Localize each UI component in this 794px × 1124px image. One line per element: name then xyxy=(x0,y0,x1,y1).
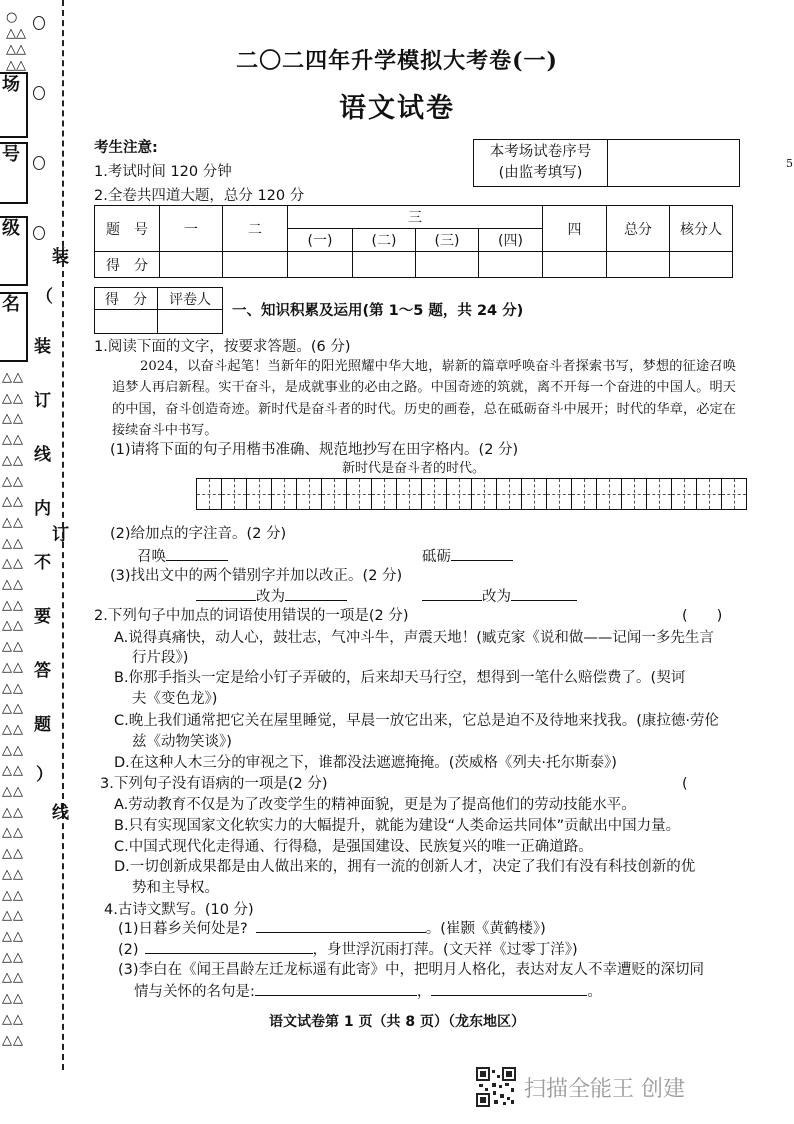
exam-main-title: 二〇二四年升学模拟大考卷(一) xyxy=(236,48,558,74)
q2-option-b-cont: 夫《变色龙》) xyxy=(132,691,218,707)
q2-option-b[interactable]: B.你那手指头一定是给小钉子弄破的，后来却天马行空，想得到一笔什么赔偿费了。(契诃 xyxy=(114,670,686,686)
grader-name-label: 评卷人 xyxy=(158,288,223,310)
pinyin-blank-b[interactable] xyxy=(451,546,513,561)
tianzi-cell[interactable] xyxy=(447,478,472,510)
q2-option-a[interactable]: A.说得真痛快，动人心，鼓壮志，气冲斗牛，声震天地！(臧克家《说和做——记闻一多先生言 xyxy=(114,630,714,646)
tianzi-cell[interactable] xyxy=(547,478,572,510)
tianzi-cell[interactable] xyxy=(322,478,347,510)
q1-copy-sentence: 新时代是奋斗者的时代。 xyxy=(342,461,486,476)
q1-correction-1: 改为 xyxy=(196,586,347,607)
tianzi-cell[interactable] xyxy=(372,478,397,510)
seat-number-field[interactable] xyxy=(608,140,739,186)
tianzige-grid[interactable] xyxy=(196,478,747,510)
tianzi-cell[interactable] xyxy=(722,478,747,510)
col-2: 二 xyxy=(223,206,288,252)
exam-subtitle: 语文试卷 xyxy=(339,93,455,124)
q3-option-d-cont: 势和主导权。 xyxy=(132,880,219,896)
col-3-sub: (四) xyxy=(479,229,543,252)
tianzi-cell[interactable] xyxy=(622,478,647,510)
qr-code-icon xyxy=(476,1067,516,1107)
q2-option-a-cont: 行片段》) xyxy=(132,650,189,666)
seat-number-label: 本考场试卷序号 (由监考填写) xyxy=(474,140,608,186)
q4-item-3: (3)李白在《闻王昌龄左迁龙标遥有此寄》中，把明月人格化，表达对友人不幸遭贬的深切同 xyxy=(118,962,705,978)
q3-option-d[interactable]: D.一切创新成果都是由人做出来的，拥有一流的创新人才，决定了我们有没有科技创新的优 xyxy=(114,859,696,875)
correct-char-blank[interactable] xyxy=(511,586,577,601)
binding-char: （ xyxy=(36,287,53,307)
wrong-char-blank[interactable] xyxy=(422,586,482,601)
score-cell[interactable] xyxy=(160,252,223,278)
tianzi-cell[interactable] xyxy=(247,478,272,510)
tianzi-cell[interactable] xyxy=(697,478,722,510)
binding-char: 订 xyxy=(34,391,51,411)
q3-option-c[interactable]: C.中国式现代化走得通、行得稳，是强国建设、民族复兴的唯一正确道路。 xyxy=(114,839,593,855)
exam-number-box: 号 xyxy=(0,142,28,204)
notice-item-2: 2.全卷共四道大题，总分 120 分 xyxy=(94,188,305,204)
tianzi-cell[interactable] xyxy=(572,478,597,510)
col-1: 一 xyxy=(160,206,223,252)
pinyin-blank-a[interactable] xyxy=(166,546,228,561)
section-1-heading: 一、知识积累及运用(第 1～5 题，共 24 分) xyxy=(232,303,524,319)
binding-margin xyxy=(0,0,90,1124)
q1-passage: 2024，以奋斗起笔！当新年的阳光照耀中华大地，崭新的篇章呼唤奋斗者探索书写，梦想的征途召唤追梦人再启新程。实干奋斗，是成就事业的必由之路。中国奇迹的筑就，离不开每一个奋进的中国人。明天的中国，奋斗创造奇迹。新时代是奋斗者的时代。历史的画卷，总在砥砺奋斗中展开；时代的华章，必定在接续奋斗中书写。 xyxy=(112,359,736,438)
tianzi-cell[interactable] xyxy=(196,478,222,510)
poem-blank-2[interactable] xyxy=(145,939,313,954)
q1-word-a: 召唤 xyxy=(137,546,228,567)
q4-item-3-cont: 情与关怀的名句是: ， 。 xyxy=(134,981,602,1002)
score-cell[interactable] xyxy=(543,252,607,278)
score-cell[interactable] xyxy=(353,252,416,278)
tianzi-cell[interactable] xyxy=(422,478,447,510)
notice-title: 考生注意: xyxy=(94,140,158,156)
score-cell[interactable] xyxy=(223,252,288,278)
score-cell[interactable] xyxy=(416,252,479,278)
tianzi-cell[interactable] xyxy=(672,478,697,510)
col-checker: 核分人 xyxy=(670,206,733,252)
binding-char: 线 xyxy=(52,803,69,823)
tianzi-cell[interactable] xyxy=(597,478,622,510)
binding-hole xyxy=(33,226,45,240)
binding-char: 题 xyxy=(34,715,51,735)
q2-option-c-cont: 兹《动物笑谈》) xyxy=(132,734,232,750)
binding-char: 订 xyxy=(52,525,69,545)
col-4: 四 xyxy=(543,206,607,252)
triangle-column: △△ △△ △△ △△ △△ △△ △△ △△ △△ △△ △△ △△ △△ △△ △△ △△ △△ △△ △△ △△ △△ △△ △△ △△ △△ △△ △△ △△ △△ △△ △△ △△ △△ xyxy=(2,370,24,1048)
q3-stem: 3.下列句子没有语病的一项是(2 分) xyxy=(100,776,328,792)
q1-correction-2: 改为 xyxy=(422,586,577,607)
score-cell[interactable] xyxy=(479,252,543,278)
q2-stem: 2.下列句子中加点的词语使用错误的一项是(2 分) xyxy=(94,608,409,624)
col-3-sub: (三) xyxy=(416,229,479,252)
grader-score-cell[interactable] xyxy=(95,310,158,334)
q3-option-b[interactable]: B.只有实现国家文化软实力的大幅提升，就能为建设“人类命运共同体”贡献出中国力量。 xyxy=(114,818,681,834)
binding-char: ） xyxy=(36,765,53,785)
wrong-char-blank[interactable] xyxy=(196,586,256,601)
tianzi-cell[interactable] xyxy=(222,478,247,510)
poem-blank-3b[interactable] xyxy=(431,981,587,996)
binding-char: 装 xyxy=(34,337,51,357)
col-3-sub: (一) xyxy=(288,229,353,252)
tianzi-cell[interactable] xyxy=(272,478,297,510)
binding-char: 不 xyxy=(34,553,51,573)
q1-sub1: (1)请将下面的句子用楷书准确、规范地抄写在田字格内。(2 分) xyxy=(110,442,519,458)
q3-answer-bracket[interactable]: ( xyxy=(682,776,688,792)
tianzi-cell[interactable] xyxy=(647,478,672,510)
grader-name-cell[interactable] xyxy=(158,310,223,334)
scanner-watermark: 扫描全能王 创建 xyxy=(524,1077,685,1102)
top-marks: ○ △△ △△ △△ xyxy=(6,10,26,73)
binding-char: 装 xyxy=(52,247,69,267)
tianzi-cell[interactable] xyxy=(347,478,372,510)
binding-hole xyxy=(33,16,45,30)
tianzi-cell[interactable] xyxy=(497,478,522,510)
binding-char: 内 xyxy=(34,499,51,519)
grader-score-label: 得 分 xyxy=(95,288,158,310)
q2-option-c[interactable]: C.晚上我们通常把它关在屋里睡觉，早晨一放它出来，它总是迫不及待地来找我。(康拉德·劳伦 xyxy=(114,713,719,729)
name-box: 名 xyxy=(0,292,28,362)
col-3: 三 xyxy=(288,206,543,229)
tianzi-cell[interactable] xyxy=(397,478,422,510)
notice-item-1: 1.考试时间 120 分钟 xyxy=(94,164,232,180)
q4-item-2: (2) ，身世浮沉雨打萍。(文天祥《过零丁洋》) xyxy=(118,939,578,960)
q3-option-a[interactable]: A.劳动教育不仅是为了改变学生的精神面貌，更是为了提高他们的劳动技能水平。 xyxy=(114,797,636,813)
binding-char: 线 xyxy=(34,445,51,465)
binding-hole xyxy=(33,156,45,170)
tianzi-cell[interactable] xyxy=(472,478,497,510)
page-footer: 语文试卷第 1 页（共 8 页）（龙东地区） xyxy=(269,1014,525,1030)
binding-char: 答 xyxy=(34,661,51,681)
q4-item-1: (1)日暮乡关何处是? 。(崔颢《黄鹤楼》) xyxy=(118,918,546,939)
page-mark: 5 xyxy=(786,157,793,170)
q1-sub2: (2)给加点的字注音。(2 分) xyxy=(110,526,287,542)
tianzi-cell[interactable] xyxy=(522,478,547,510)
score-table xyxy=(94,205,733,278)
exam-room-box: 场 xyxy=(0,72,28,138)
row-label-score: 得 分 xyxy=(95,252,160,278)
grader-table xyxy=(94,287,223,334)
score-cell[interactable] xyxy=(670,252,733,278)
binding-char: 要 xyxy=(34,607,51,627)
q2-answer-bracket[interactable]: ( ) xyxy=(682,608,723,624)
tianzi-cell[interactable] xyxy=(297,478,322,510)
q1-stem: 1.阅读下面的文字，按要求答题。(6 分) xyxy=(94,339,351,355)
q4-stem: 4.古诗文默写。(10 分) xyxy=(104,902,254,918)
score-cell[interactable] xyxy=(607,252,670,278)
row-label-question: 题 号 xyxy=(95,206,160,252)
seat-number-box xyxy=(473,139,740,187)
q2-option-d[interactable]: D.在这种人木三分的审视之下，谁都没法遮遮掩掩。(茨威格《列夫·托尔斯泰》) xyxy=(114,755,617,771)
poem-blank-3a[interactable] xyxy=(255,981,417,996)
correct-char-blank[interactable] xyxy=(285,586,347,601)
q1-word-b: 砥砺 xyxy=(422,546,513,567)
q1-sub3: (3)找出文中的两个错别字并加以改正。(2 分) xyxy=(110,568,403,584)
col-3-sub: (二) xyxy=(353,229,416,252)
score-cell[interactable] xyxy=(288,252,353,278)
class-box: 级 xyxy=(0,216,28,286)
poem-blank-1[interactable] xyxy=(256,918,426,933)
col-total: 总分 xyxy=(607,206,670,252)
